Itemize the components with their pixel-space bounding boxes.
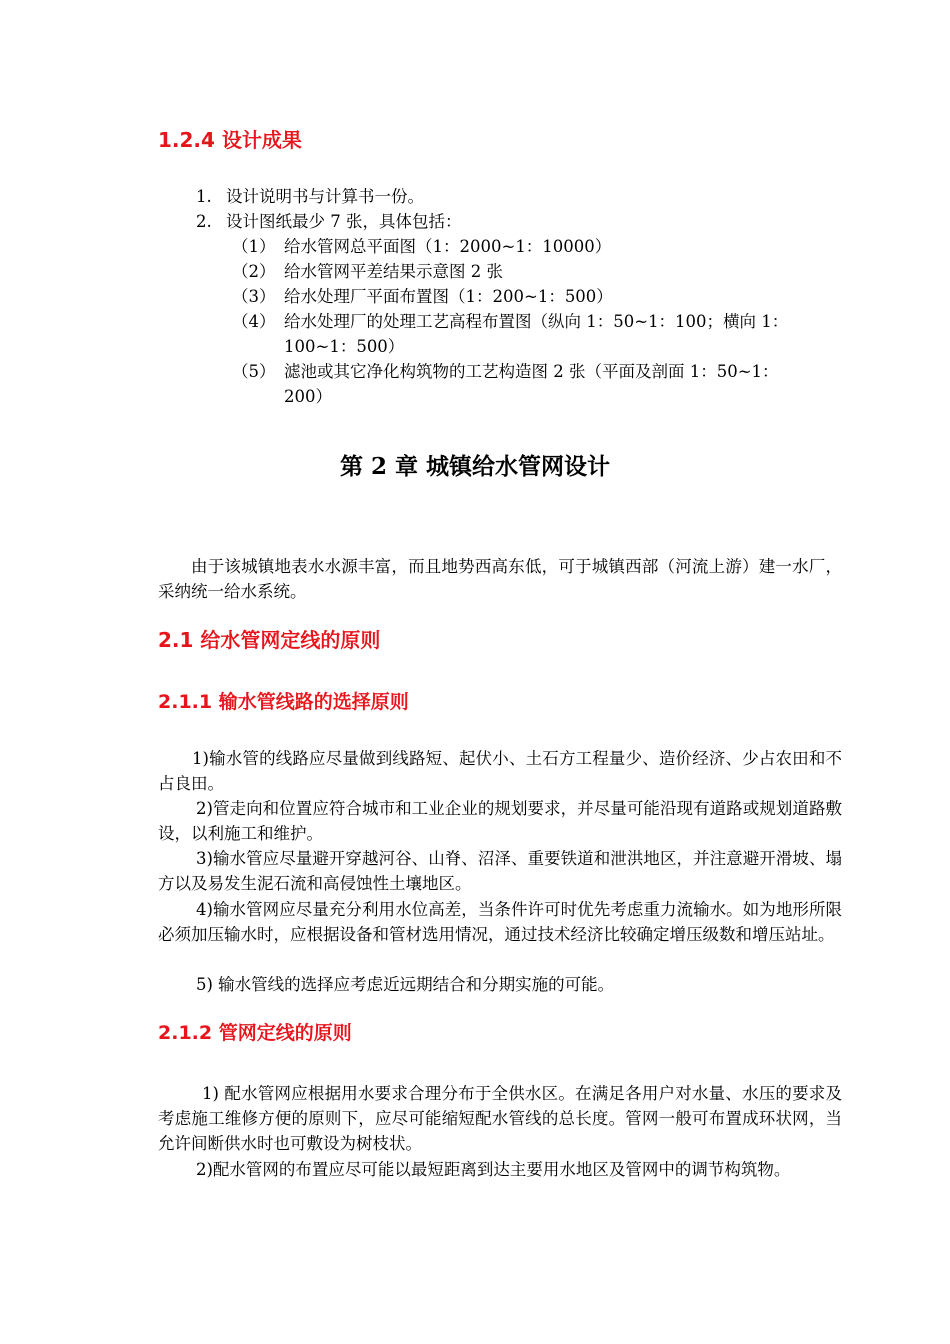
sub-list-text: 给水处理厂平面布置图（1：200~1：500）	[284, 287, 613, 306]
sub-list-number: （2）	[232, 262, 276, 281]
paragraph: 3)输水管应尽量避开穿越河谷、山脊、沼泽、重要铁道和泄洪地区，并注意避开滑坡、塌方以及易发生泥石流和高侵蚀性土壤地区。	[158, 849, 842, 893]
paragraph: 1) 配水管网应根据用水要求合理分布于全供水区。在满足各用户对水量、水压的要求及考虑施工维修方便的原则下，应尽可能缩短配水管线的总长度。管网一般可布置成环状网，当允许间断供水时也可敷设为树枝状。	[158, 1084, 842, 1153]
paragraph: 4)输水管网应尽量充分利用水位高差，当条件许可时优先考虑重力流输水。如为地形所限必须加压输水时，应根据设备和管材选用情况，通过技术经济比较确定增压级数和增压站址。	[158, 900, 842, 944]
sub-list-number: （5）	[232, 362, 276, 381]
list-number: 2.	[196, 212, 212, 231]
section-heading-2-1-2: 2.1.2 管网定线的原则	[158, 1022, 352, 1044]
intro-paragraph: 由于该城镇地表水水源丰富，而且地势西高东低，可于城镇西部（河流上游）建一水厂，采纳统一给水系统。	[158, 557, 842, 601]
sub-list-number: （3）	[232, 287, 276, 306]
paragraph: 5) 输水管线的选择应考虑近远期结合和分期实施的可能。	[196, 975, 615, 994]
sub-list-continuation: 100~1：500）	[284, 337, 405, 356]
sub-list-text: 给水管网平差结果示意图 2 张	[284, 262, 503, 281]
sub-list-text: 滤池或其它净化构筑物的工艺构造图 2 张（平面及剖面 1：50~1：	[284, 362, 779, 381]
paragraph: 2)管走向和位置应符合城市和工业企业的规划要求，并尽量可能沿现有道路或规划道路敷设，以利施工和维护。	[158, 799, 842, 843]
list-number: 1.	[196, 187, 212, 206]
section-heading-2-1-1: 2.1.1 输水管线路的选择原则	[158, 691, 409, 713]
sub-list-text: 给水管网总平面图（1：2000~1：10000）	[284, 237, 612, 256]
sub-list-number: （4）	[232, 312, 276, 331]
sub-list-item	[232, 285, 613, 309]
list-item	[196, 185, 424, 209]
list-item	[196, 210, 462, 234]
section-heading-2-1: 2.1 给水管网定线的原则	[158, 628, 381, 652]
paragraph: 1)输水管的线路应尽量做到线路短、起伏小、土石方工程量少、造价经济、少占农田和不占良田。	[158, 749, 842, 793]
sub-list-number: （1）	[232, 237, 276, 256]
list-text: 设计说明书与计算书一份。	[226, 187, 424, 206]
sub-list-item	[232, 310, 788, 334]
sub-list-item	[232, 360, 779, 384]
sub-list-item	[232, 235, 611, 259]
chapter-title: 第 2 章 城镇给水管网设计	[339, 453, 611, 480]
paragraph: 2)配水管网的布置应尽可能以最短距离到达主要用水地区及管网中的调节构筑物。	[196, 1160, 791, 1179]
sub-list-text: 给水处理厂的处理工艺高程布置图（纵向 1：50~1：100；横向 1：	[284, 312, 789, 331]
sub-list-item	[232, 260, 503, 284]
sub-list-continuation: 200）	[284, 387, 332, 406]
list-text: 设计图纸最少 7 张，具体包括：	[226, 212, 462, 231]
section-heading-1-2-4: 1.2.4 设计成果	[158, 128, 302, 152]
